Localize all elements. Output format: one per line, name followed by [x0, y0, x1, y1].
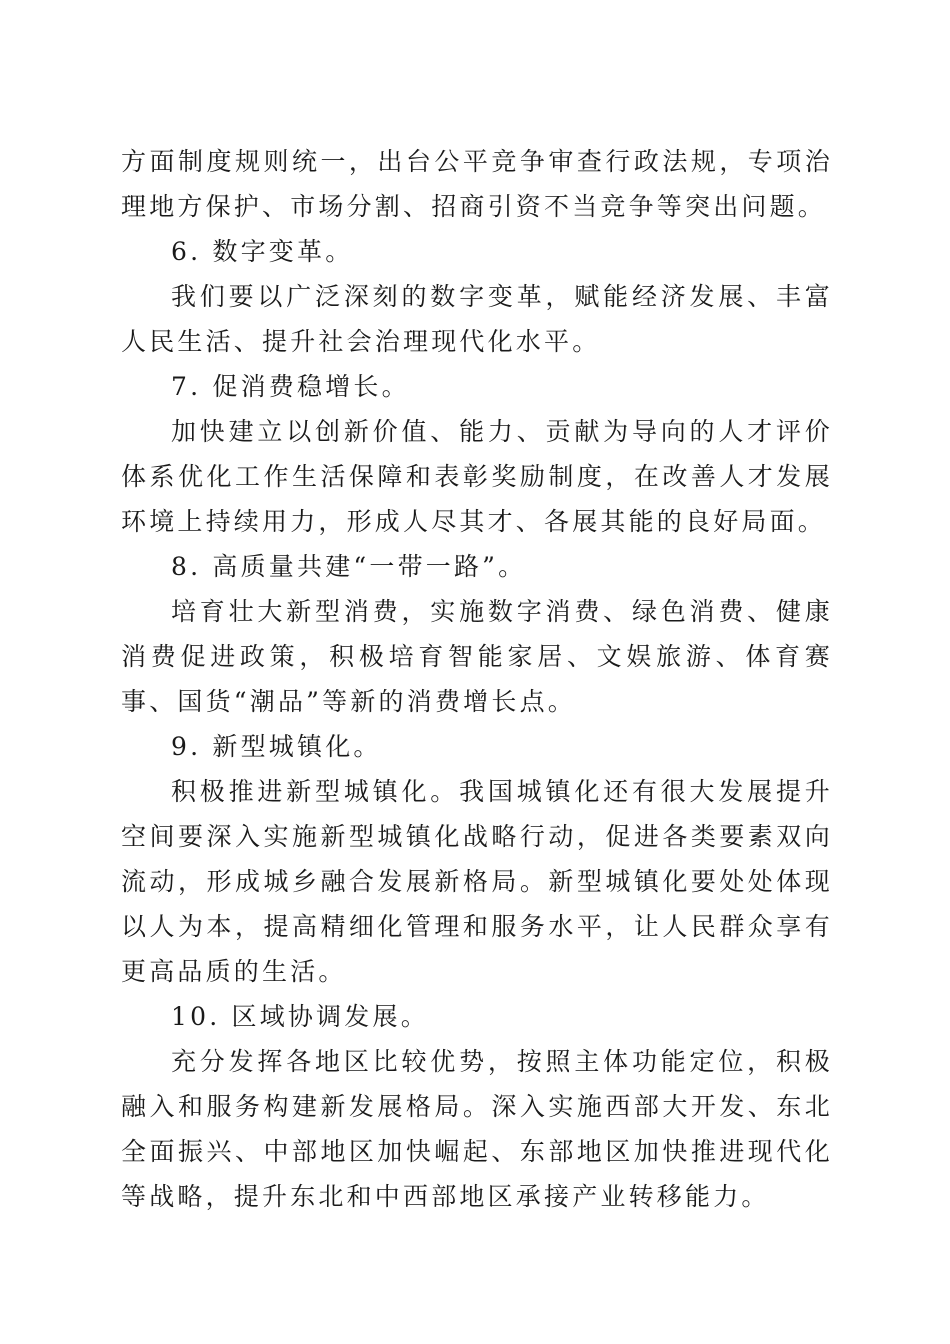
- document-body: [121, 139, 833, 1219]
- paragraph-regional-coordination: 充分发挥各地区比较优势，按照主体功能定位，积极融入和服务构建新发展格局。深入实施西部大开发、东北全面振兴、中部地区加快崛起、东部地区加快推进现代化等战略，提升东北和中西部地区承接产业转移能力。: [121, 1047, 833, 1211]
- paragraph-continuation: 方面制度规则统一，出台公平竞争审查行政法规，专项治理地方保护、市场分割、招商引资不当竞争等突出问题。: [121, 147, 833, 221]
- section-heading-9: 9. 新型城镇化。: [171, 732, 382, 761]
- paragraph-urbanization: 积极推进新型城镇化。我国城镇化还有很大发展提升空间要深入实施新型城镇化战略行动，促进各类要素双向流动，形成城乡融合发展新格局。新型城镇化要处处体现以人为本，提高精细化管理和服务水平，让人民群众享有更高品质的生活。: [121, 777, 833, 986]
- paragraph-talent-evaluation: 加快建立以创新价值、能力、贡献为导向的人才评价体系优化工作生活保障和表彰奖励制度，在改善人才发展环境上持续用力，形成人尽其才、各展其能的良好局面。: [121, 417, 833, 536]
- section-heading-6: 6. 数字变革。: [171, 237, 354, 266]
- section-heading-7: 7. 促消费稳增长。: [171, 372, 410, 401]
- section-heading-10: 10. 区域协调发展。: [171, 1002, 429, 1031]
- paragraph-digital-change: 我们要以广泛深刻的数字变革，赋能经济发展、丰富人民生活、提升社会治理现代化水平。: [121, 282, 833, 356]
- section-heading-8: 8. 高质量共建“一带一路”。: [171, 552, 527, 581]
- paragraph-consumption: 培育壮大新型消费，实施数字消费、绿色消费、健康消费促进政策，积极培育智能家居、文娱旅游、体育赛事、国货“潮品”等新的消费增长点。: [121, 597, 833, 716]
